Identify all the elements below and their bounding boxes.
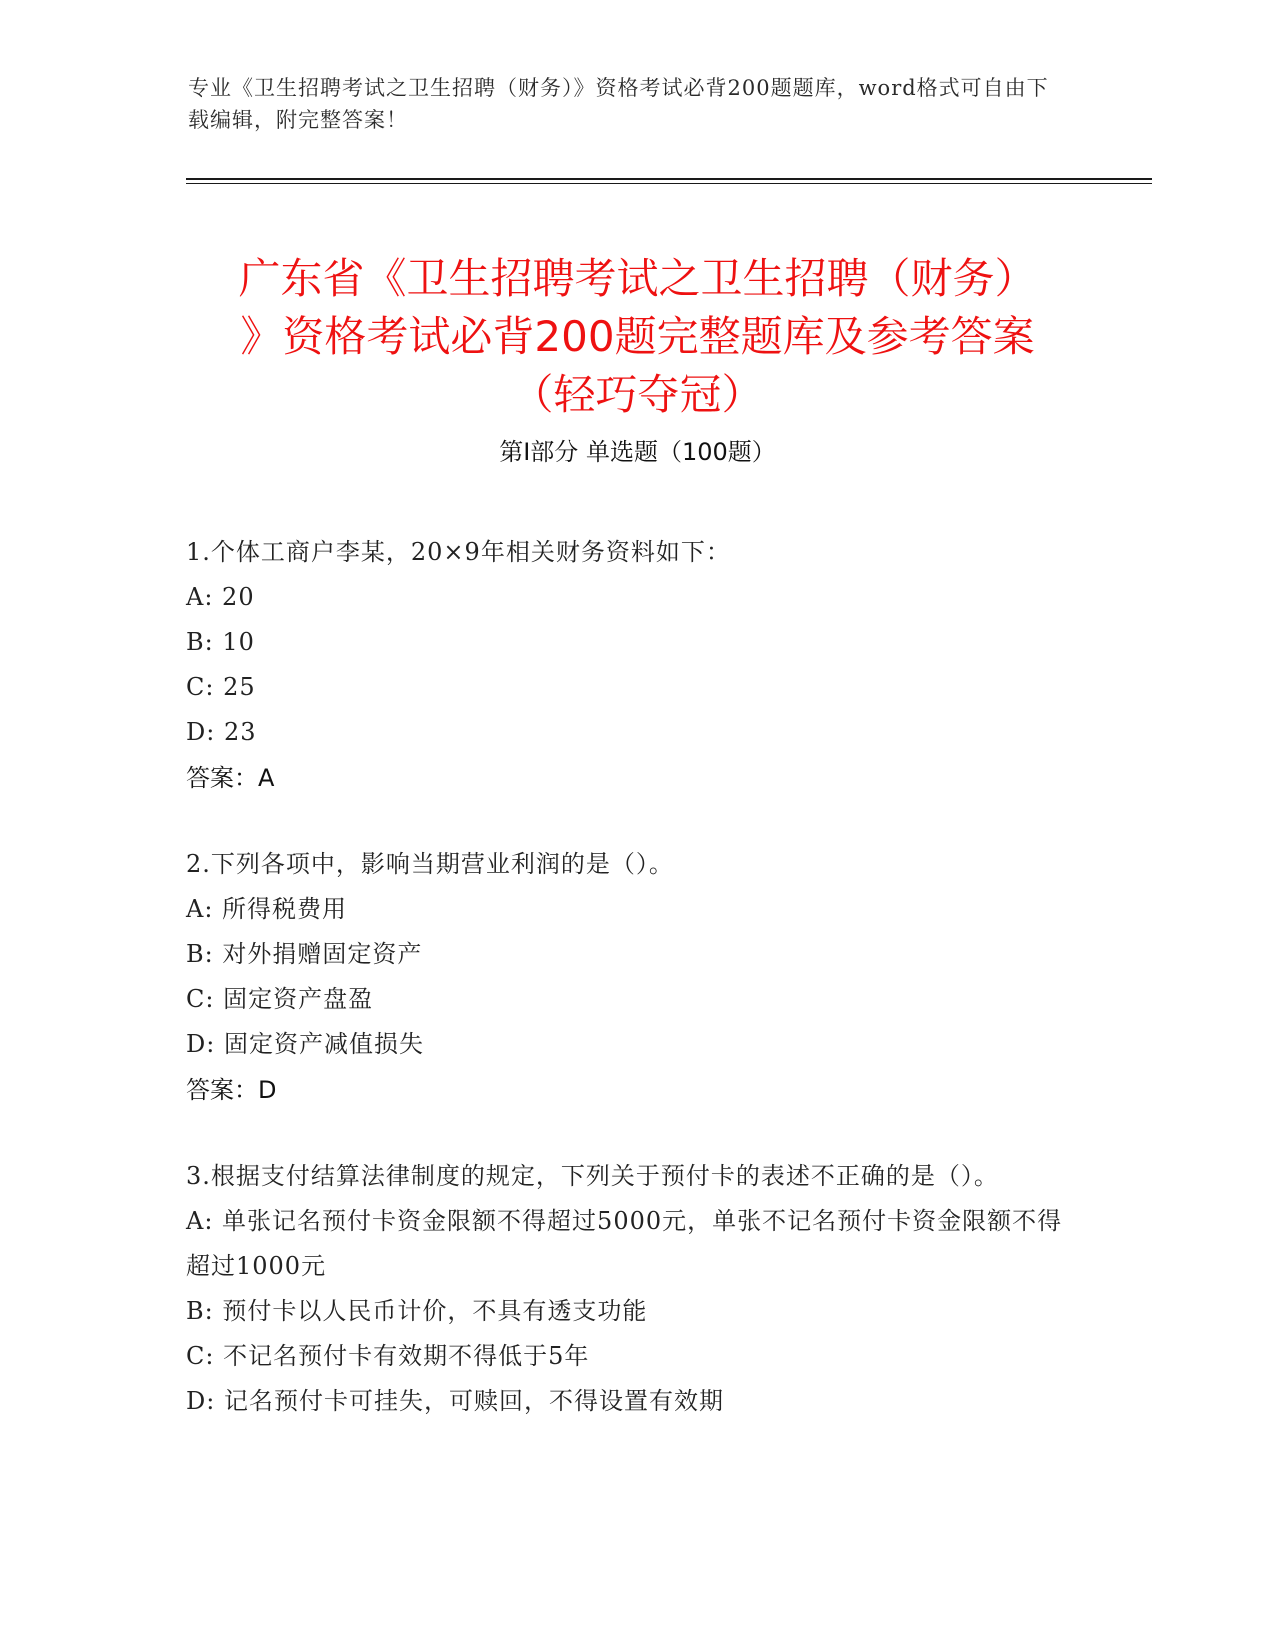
option-c: C: 不记名预付卡有效期不得低于5年 (186, 1342, 590, 1370)
option-c: C: 25 (186, 673, 256, 701)
answer: 答案：A (186, 764, 275, 792)
option-c: C: 固定资产盘盈 (186, 985, 374, 1013)
option-a: A: 20 (186, 583, 255, 611)
question-text: 1.个体工商户李某，20×9年相关财务资料如下： (186, 538, 731, 566)
title-line-2: 》资格考试必背200题完整题库及参考答案 (240, 312, 1035, 362)
option-b: B: 对外捐赠固定资产 (186, 940, 423, 968)
option-d: D: 23 (186, 718, 257, 746)
option-a: A: 所得税费用 (186, 895, 348, 923)
header-divider-thin (186, 183, 1152, 184)
section-title: 第Ⅰ部分 单选题（100题） (499, 438, 776, 466)
question-list (186, 530, 1066, 1465)
option-b: B: 10 (186, 628, 255, 656)
option-d: D: 记名预付卡可挂失，可赎回，不得设置有效期 (186, 1387, 724, 1415)
option-a: A: 单张记名预付卡资金限额不得超过5000元，单张不记名预付卡资金限额不得超过1000元 (186, 1207, 1063, 1280)
header-divider-thick (186, 178, 1152, 180)
document-title (160, 250, 1115, 424)
title-line-1: 广东省《卫生招聘考试之卫生招聘（财务） (238, 254, 1037, 304)
answer: 答案：D (186, 1076, 277, 1104)
question-text: 3.根据支付结算法律制度的规定，下列关于预付卡的表述不正确的是（）。 (186, 1162, 999, 1190)
document-header-note: 专业《卫生招聘考试之卫生招聘（财务）》资格考试必背200题题库，word格式可自由下载编辑，附完整答案！ (188, 76, 1049, 132)
title-line-3: （轻巧夺冠） (511, 370, 764, 420)
question-text: 2.下列各项中，影响当期营业利润的是（）。 (186, 850, 674, 878)
question-3 (186, 1154, 1066, 1424)
option-d: D: 固定资产减值损失 (186, 1030, 424, 1058)
option-b: B: 预付卡以人民币计价，不具有透支功能 (186, 1297, 648, 1325)
question-2 (186, 842, 1066, 1113)
question-1 (186, 530, 1066, 801)
